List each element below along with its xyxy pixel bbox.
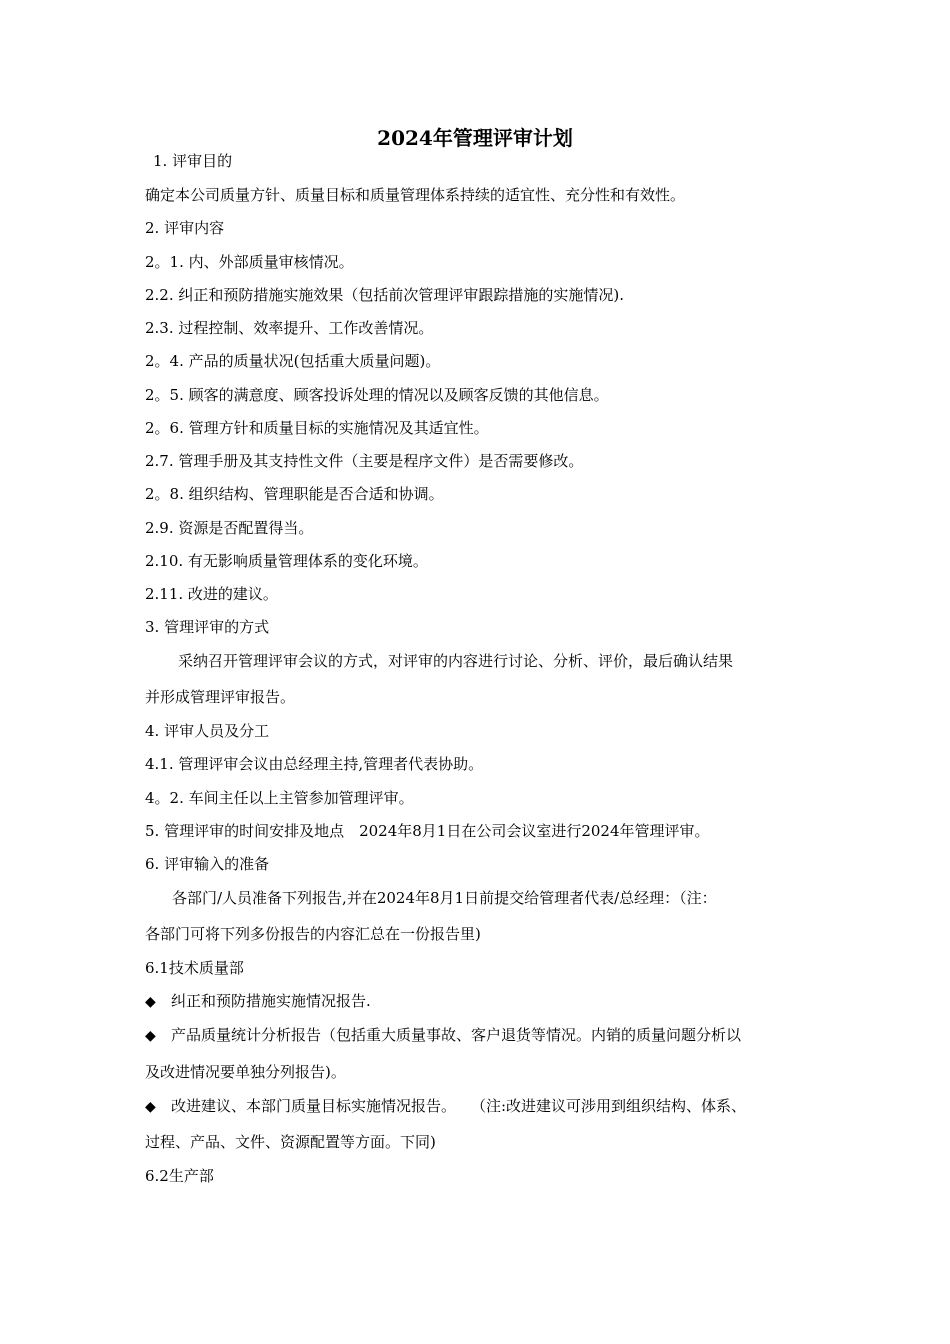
list-item: 2。8. 组织结构、管理职能是否合适和协调。 — [145, 485, 444, 503]
bullet-item — [145, 1095, 746, 1118]
list-item: 4.1. 管理评审会议由总经理主持,管理者代表协助。 — [145, 755, 484, 773]
paragraph-method-continued: 并形成管理评审报告。 — [145, 688, 296, 706]
bullet-item-continued: 及改进情况要单独分列报告)。 — [145, 1063, 346, 1081]
list-item: 2.7. 管理手册及其支持性文件（主要是程序文件）是否需要修改。 — [145, 452, 584, 470]
section-heading-personnel: 4. 评审人员及分工 — [145, 722, 270, 740]
paragraph-method: 采纳召开管理评审会议的方式，对评审的内容进行讨论、分析、评价，最后确认结果 — [178, 652, 734, 670]
list-item: 2.10. 有无影响质量管理体系的变化环境。 — [145, 552, 428, 570]
list-item: 2.9. 资源是否配置得当。 — [145, 519, 314, 537]
list-item: 4。2. 车间主任以上主管参加管理评审。 — [145, 789, 414, 807]
section-heading-method: 3. 管理评审的方式 — [145, 618, 270, 636]
bullet-item — [145, 1024, 741, 1047]
list-item: 2.11. 改进的建议。 — [145, 585, 278, 603]
bullet-item — [145, 990, 371, 1013]
subsection-heading-tech-quality: 6.1技术质量部 — [145, 959, 244, 977]
paragraph-input-continued: 各部门可将下列多份报告的内容汇总在一份报告里) — [145, 925, 481, 943]
section-heading-schedule: 5. 管理评审的时间安排及地点 2024年8月1日在公司会议室进行2024年管理评审。 — [145, 822, 710, 840]
paragraph-purpose: 确定本公司质量方针、质量目标和质量管理体系持续的适宜性、充分性和有效性。 — [145, 186, 686, 204]
list-item: 2.2. 纠正和预防措施实施效果（包括前次管理评审跟踪措施的实施情况). — [145, 286, 625, 304]
bullet-text: 产品质量统计分析报告（包括重大质量事故、客户退货等情况。内销的质量问题分析以 — [171, 1026, 742, 1044]
section-heading-purpose: 1. 评审目的 — [153, 152, 233, 170]
list-item: 2.3. 过程控制、效率提升、工作改善情况。 — [145, 319, 434, 337]
diamond-bullet-icon: ◆ — [145, 1099, 156, 1115]
bullet-text: 改进建议、本部门质量目标实施情况报告。 （注:改进建议可涉用到组织结构、体系、 — [171, 1097, 747, 1115]
list-item: 2。4. 产品的质量状况(包括重大质量问题)。 — [145, 352, 441, 370]
diamond-bullet-icon: ◆ — [145, 994, 156, 1010]
list-item: 2。1. 内、外部质量审核情况。 — [145, 253, 354, 271]
subsection-heading-production: 6.2生产部 — [145, 1167, 214, 1185]
document-title: 2024年管理评审计划 — [377, 126, 573, 150]
paragraph-input: 各部门/人员准备下列报告,并在2024年8月1日前提交给管理者代表/总经理：（注： — [172, 889, 717, 907]
list-item: 2。5. 顾客的满意度、顾客投诉处理的情况以及顾客反馈的其他信息。 — [145, 386, 609, 404]
diamond-bullet-icon: ◆ — [145, 1028, 156, 1044]
bullet-item-continued: 过程、产品、文件、资源配置等方面。下同) — [145, 1133, 436, 1151]
bullet-text: 纠正和预防措施实施情况报告. — [171, 992, 371, 1010]
section-heading-input: 6. 评审输入的准备 — [145, 855, 270, 873]
list-item: 2。6. 管理方针和质量目标的实施情况及其适宜性。 — [145, 419, 489, 437]
section-heading-content: 2. 评审内容 — [145, 219, 225, 237]
